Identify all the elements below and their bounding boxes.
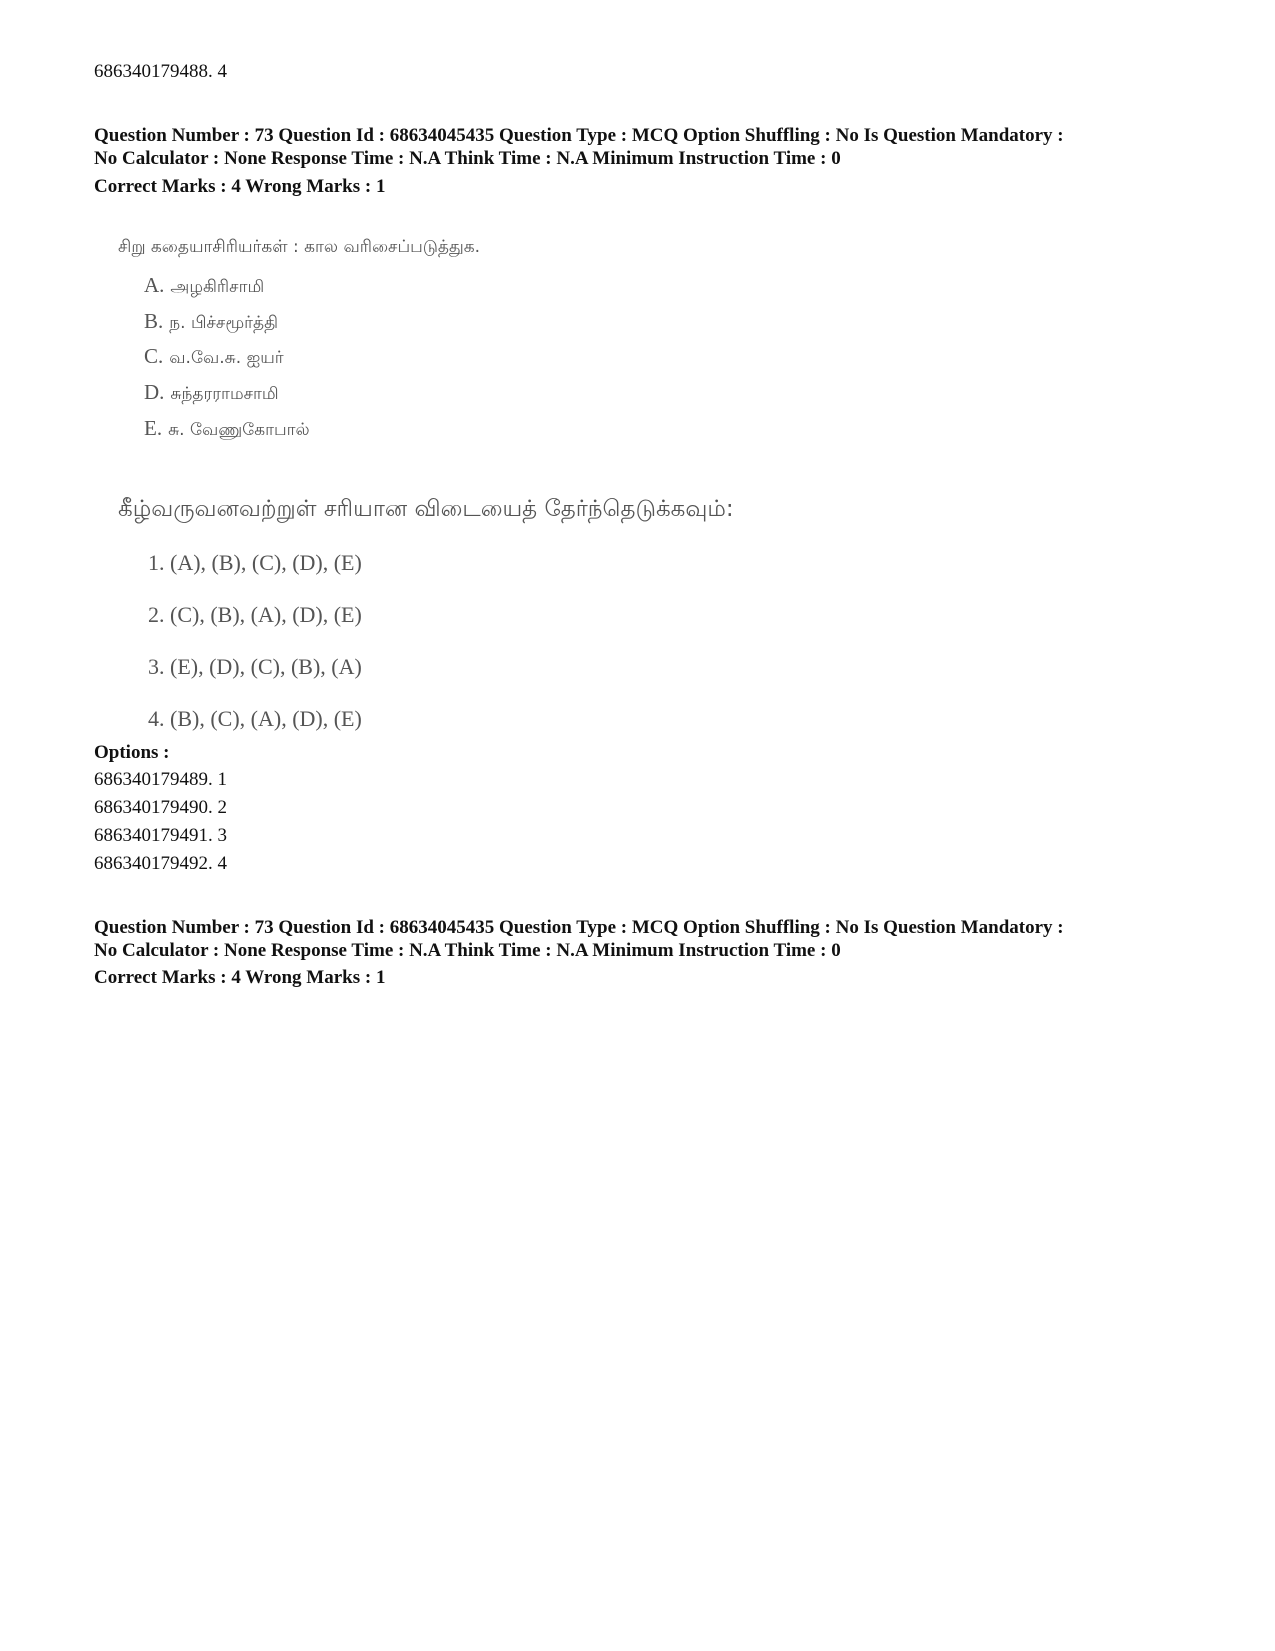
item-letter: B.: [144, 309, 164, 333]
next-marks-line: Correct Marks : 4 Wrong Marks : 1: [94, 967, 386, 988]
answer-choice: 1. (A), (B), (C), (D), (E): [148, 550, 362, 575]
item-text: சு. வேணுகோபால்: [168, 420, 310, 440]
item-text: அழகிரிசாமி: [170, 277, 265, 297]
question-item: [144, 381, 279, 405]
item-letter: C.: [144, 344, 164, 368]
item-text: ந. பிச்சமூர்த்தி: [169, 313, 279, 333]
answer-choice: 3. (E), (D), (C), (B), (A): [148, 654, 362, 679]
question-item: [144, 345, 284, 369]
answer-choice: 4. (B), (C), (A), (D), (E): [148, 706, 362, 731]
question-content: [94, 228, 914, 748]
item-text: வ.வே.சு. ஐயர்: [169, 348, 284, 368]
item-text: சுந்தரராமசாமி: [170, 384, 279, 404]
option-item: 686340179490. 2: [94, 797, 227, 818]
item-letter: D.: [144, 380, 165, 404]
marks-line: Correct Marks : 4 Wrong Marks : 1: [94, 176, 386, 197]
option-item: 686340179489. 1: [94, 769, 227, 790]
question-header-line-2: No Calculator : None Response Time : N.A Think Time : N.A Minimum Instruction Time : 0: [94, 148, 841, 169]
answer-choice: 2. (C), (B), (A), (D), (E): [148, 602, 362, 627]
question-header-line-1: Question Number : 73 Question Id : 68634045435 Question Type : MCQ Option Shuffling : No Is Question Mandatory :: [94, 125, 1064, 146]
option-item: 686340179492. 4: [94, 853, 227, 874]
question-item: [144, 274, 264, 298]
question-item: [144, 417, 310, 441]
next-question-header-line-2: No Calculator : None Response Time : N.A Think Time : N.A Minimum Instruction Time : 0: [94, 940, 841, 961]
question-title: சிறு கதையாசிரியர்கள் : கால வரிசைப்படுத்துக.: [118, 237, 481, 257]
next-question-header-line-1: Question Number : 73 Question Id : 68634045435 Question Type : MCQ Option Shuffling : No Is Question Mandatory :: [94, 917, 1064, 938]
question-instruction: கீழ்வருவனவற்றுள் சரியான விடையைத் தேர்ந்தெடுக்கவும்:: [118, 496, 734, 522]
item-letter: A.: [144, 273, 165, 297]
previous-option-line: 686340179488. 4: [94, 61, 227, 82]
option-item: 686340179491. 3: [94, 825, 227, 846]
options-label: Options :: [94, 742, 170, 763]
item-letter: E.: [144, 416, 163, 440]
question-item: [144, 310, 278, 334]
